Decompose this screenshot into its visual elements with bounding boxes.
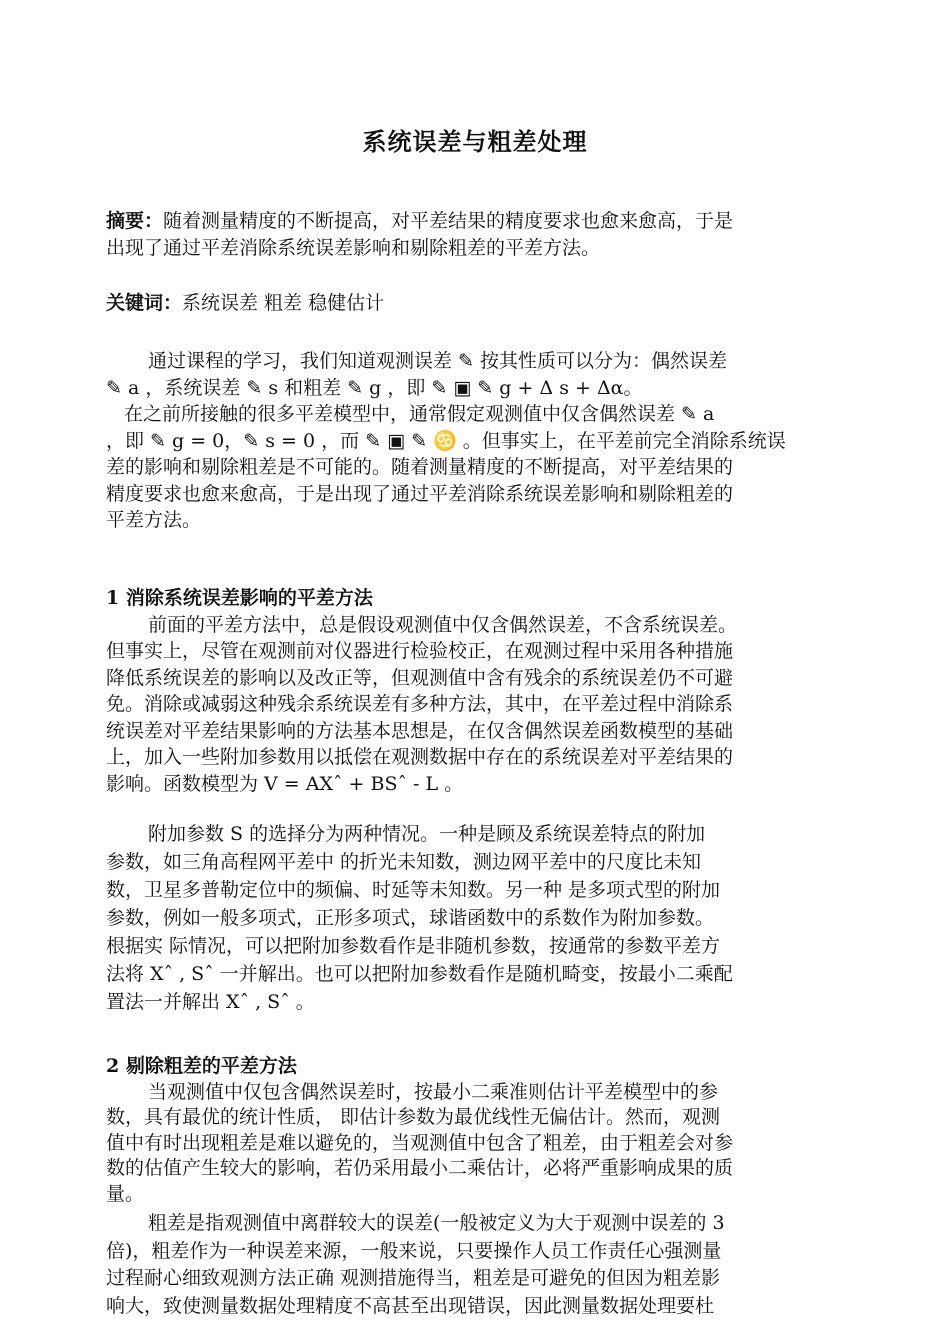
- keywords-label: 关键词：: [106, 292, 183, 314]
- section-2-line: 倍)，粗差作为一种误差来源，一般来说，只要操作人员工作责任心强测量: [106, 1239, 722, 1262]
- section-1-line: 法将 Xˆ , Sˆ 一并解出。也可以把附加参数看作是随机畸变，按最小二乘配: [106, 963, 733, 985]
- section-2-line: 数，具有最优的统计性质， 即估计参数为最优线性无偏估计。然而，观测: [106, 1106, 721, 1128]
- section-1-line: 置法一并解出 Xˆ , Sˆ 。: [106, 991, 315, 1013]
- intro-paragraph: [106, 348, 844, 534]
- section-2: [106, 1054, 844, 1207]
- section-2-paragraph-2: [106, 1210, 844, 1320]
- keywords-text: 系统误差 粗差 稳健估计: [182, 292, 385, 314]
- intro-line: 在之前所接触的很多平差模型中，通常假定观测值中仅含偶然误差 ✎ a: [124, 403, 715, 425]
- section-1-line: 统误差对平差结果影响的方法基本思想是，在仅含偶然误差函数模型的基础: [106, 719, 734, 742]
- section-1: [106, 585, 844, 797]
- intro-line: 通过课程的学习，我们知道观测误差 ✎ 按其性质可以分为：偶然误差: [148, 350, 728, 372]
- abstract-line: 随着测量精度的不断提高，对平差结果的精度要求也愈来愈高，于是: [163, 210, 734, 232]
- intro-line: ✎ a ，系统误差 ✎ s 和粗差 ✎ g ，即 ✎ ▣ ✎ g + Δ s + Δα。: [106, 376, 643, 399]
- section-1-line: 根据实 际情况，可以把附加参数看作是非随机参数，按通常的参数平差方: [106, 935, 721, 957]
- intro-line: 平差方法。: [106, 509, 202, 531]
- section-1-line: 降低系统误差的影响以及改正等，但观测值中含有残余的系统误差仍不可避: [106, 666, 734, 689]
- section-2-line: 量。: [106, 1182, 145, 1205]
- section-1-line: 免。消除或减弱这种残余系统误差有多种方法，其中，在平差过程中消除系: [106, 693, 734, 715]
- abstract-label: 摘要：: [106, 210, 164, 232]
- section-1-paragraph-2: [106, 820, 844, 1016]
- section-2-heading: 2 剔除粗差的平差方法: [106, 1055, 297, 1077]
- abstract-line: 出现了通过平差消除系统误差影响和剔除粗差的平差方法。: [106, 236, 601, 259]
- section-1-line: 前面的平差方法中，总是假设观测值中仅含偶然误差，不含系统误差。: [148, 613, 738, 636]
- section-2-line: 粗差是指观测值中离群较大的误差(一般被定义为大于观测中误差的 3: [148, 1212, 725, 1234]
- section-2-line: 值中有时出现粗差是难以避免的，当观测值中包含了粗差，由于粗差会对参: [106, 1131, 734, 1154]
- keywords: [106, 290, 844, 317]
- section-1-line: 但事实上，尽管在观测前对仪器进行检验校正，在观测过程中采用各种措施: [106, 640, 734, 662]
- section-1-line: 数，卫星多普勒定位中的频偏、时延等未知数。另一种 是多项式型的附加: [106, 879, 721, 901]
- section-1-line: 附加参数 S 的选择分为两种情况。一种是顾及系统误差特点的附加: [148, 823, 706, 845]
- section-2-line: 过程耐心细致观测方法正确 观测措施得当，粗差是可避免的但因为粗差影: [106, 1267, 721, 1289]
- section-1-heading: 1 消除系统误差影响的平差方法: [106, 587, 373, 609]
- abstract: [106, 208, 844, 261]
- intro-line: ，即 ✎ g = 0，✎ s = 0 ，而 ✎ ▣ ✎ ♋ 。但事实上，在平差前完全消除系统误: [106, 429, 786, 452]
- section-1-line: 影响。函数模型为 V = AXˆ + BSˆ - L 。: [106, 772, 464, 795]
- page-title: 系统误差与粗差处理: [362, 127, 588, 156]
- intro-line: 精度要求也愈来愈高，于是出现了通过平差消除系统误差影响和剔除粗差的: [106, 482, 734, 505]
- section-1-line: 参数，例如一般多项式，正形多项式，球谐函数中的系数作为附加参数。: [106, 907, 715, 929]
- section-2-line: 响大，致使测量数据处理精度不高甚至出现错误，因此测量数据处理要杜: [106, 1294, 715, 1317]
- intro-line: 差的影响和剔除粗差是不可能的。随着测量精度的不断提高，对平差结果的: [106, 456, 734, 478]
- section-2-line: 当观测值中仅包含偶然误差时，按最小二乘准则估计平差模型中的参: [148, 1080, 719, 1103]
- section-1-line: 参数，如三角高程网平差中 的折光未知数，测边网平差中的尺度比未知: [106, 851, 702, 873]
- section-1-line: 上，加入一些附加参数用以抵偿在观测数据中存在的系统误差对平差结果的: [106, 746, 734, 768]
- section-2-line: 数的估值产生较大的影响，若仍采用最小二乘估计，必将严重影响成果的质: [106, 1157, 734, 1179]
